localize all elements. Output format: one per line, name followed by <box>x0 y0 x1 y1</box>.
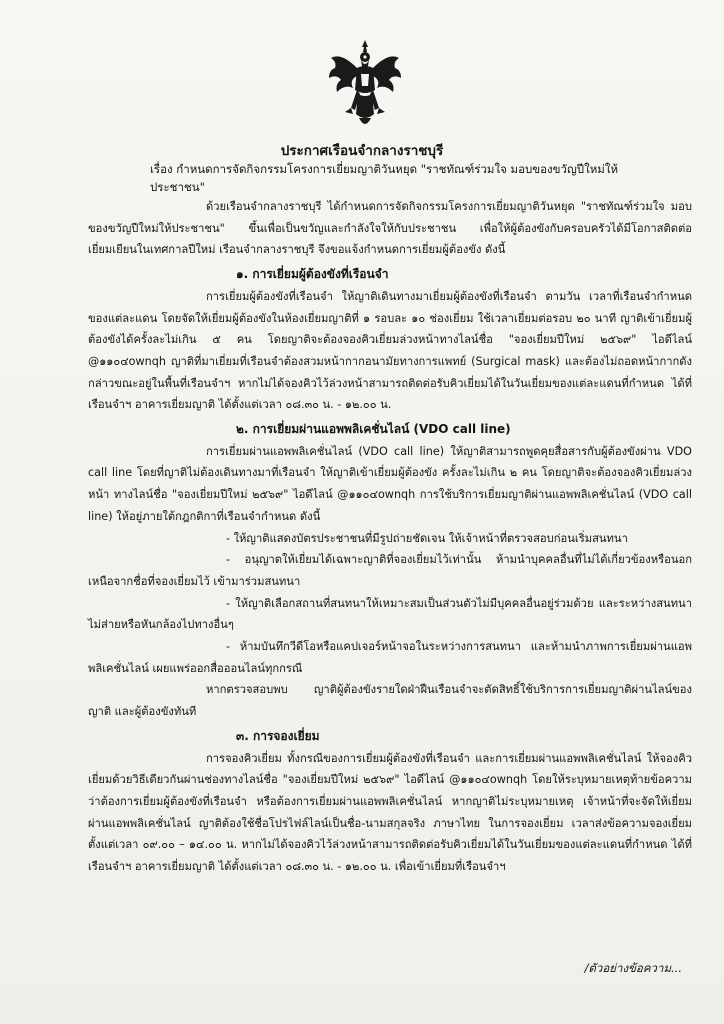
announcement-title: ประกาศเรือนจำกลางราชบุรี <box>280 143 444 159</box>
section-heading: ๑. การเยี่ยมผู้ต้องขังที่เรือนจำ <box>236 267 389 282</box>
rule-item: - ให้ญาติเลือกสถานที่สนทนาให้เหมาะสมเป็นส่วนตัวไม่มีบุคคลอื่นอยู่ร่วมด้วย และระหว่างสนทนาไม่ส่ายหรือหันกล้องไปทางอื่นๆ <box>88 596 692 632</box>
section-paragraph: การจองคิวเยี่ยม ทั้งกรณีของการเยี่ยมผู้ต้องขังที่เรือนจำ และการเยี่ยมผ่านแอพพลิเคชั่นไลน์ ให้จองคิวเยี่ยมด้วยวิธีเดียวกันผ่านช่องทางไลน์ชื่อ "จองเยี่ยมปีใหม่ ๒๕๖๙" ไอดีไลน์ @๑๑๐๔ownqh โดยให้ระบุหมายเหตุท้ายข้อความ ว่าต้องการเยี่ยมผู้ต้องขังที่เรือนจำ หรือต้องการเยี่ยมผ่านแอพพลิเคชั่นไลน์ หากญาติไม่ระบุหมายเหตุ เจ้าหน้าที่จะจัดให้เยี่ยมผ่านแอพพลิเคชั่นไลน์ ญาติต้องใช้ชื่อโปรไฟล์ไลน์เป็นชื่อ-นามสกุลจริง ภาษาไทย ในการจองเยี่ยม เวลาส่งข้อความจองเยี่ยมตั้งแต่เวลา ๐๙.๐๐ – ๑๔.๐๐ น. หากไม่ได้จองคิวไว้ล่วงหน้าสามารถติดต่อรับคิวเยี่ยมได้ในวันเยี่ยมของแต่ละแดนที่กำหนด ได้ที่เรือนจำฯ อาคารเยี่ยมญาติ ได้ตั้งแต่เวลา ๐๘.๓๐ น. - ๑๒.๐๐ น. เพื่อเข้าเยี่ยมที่เรือนจำฯ <box>88 751 692 874</box>
announcement-body <box>88 196 692 878</box>
section-heading: ๒. การเยี่ยมผ่านแอพพลิเคชั่นไลน์ (VDO call line) <box>236 422 511 437</box>
rule-item: - อนุญาตให้เยี่ยมได้เฉพาะญาติที่จองเยี่ยมไว้เท่านั้น ห้ามนำบุคคลอื่นที่ไม่ได้เกี่ยวข้องหรือนอกเหนือจากชื่อที่จองเยี่ยมไว้ เข้ามาร่วมสนทนา <box>88 553 692 588</box>
section-paragraph: การเยี่ยมผ่านแอพพลิเคชั่นไลน์ (VDO call line) ให้ญาติสามารถพูดคุยสื่อสารกับผู้ต้องขังผ่าน VDO call line โดยที่ญาติไม่ต้องเดินทางมาที่เรือนจำ ให้ญาติเข้าเยี่ยมผู้ต้องขัง ครั้งละไม่เกิน ๒ คน โดยญาติจะต้องจองคิวเยี่ยมล่วงหน้า ทางไลน์ชื่อ "จองเยี่ยมปีใหม่ ๒๕๖๙" ไอดีไลน์ @๑๑๐๔ownqh การใช้บริการเยี่ยมญาติผ่านแอพพลิเคชั่นไลน์ (VDO call line) ให้อยู่ภายใต้กฎกติกาที่เรือนจำกำหนด ดังนี้ <box>88 444 692 523</box>
rule-item: - ให้ญาติแสดงบัตรประชาชนที่มีรูปถ่ายชัดเจน ให้เจ้าหน้าที่ตรวจสอบก่อนเริ่มสนทนา <box>226 531 628 545</box>
rule-item: - ห้ามบันทึกวีดีโอหรือแคปเจอร์หน้าจอในระหว่างการสนทนา และห้ามนำภาพการเยี่ยมผ่านแอพพลิเคชั่นไลน์ เผยแพร่ออกสื่อออนไลน์ทุกกรณี <box>88 640 692 675</box>
section-heading: ๓. การจองเยี่ยม <box>236 728 320 743</box>
continuation-note: /ตัวอย่างข้อความ... <box>584 961 682 975</box>
garuda-emblem-icon <box>327 38 403 130</box>
section-paragraph: การเยี่ยมผู้ต้องขังที่เรือนจำ ให้ญาติเดินทางมาเยี่ยมผู้ต้องขังที่เรือนจำ ตามวัน เวลาที่เรือนจำกำหนด ของแต่ละแดน โดยจัดให้เยี่ยมผู้ต้องขังในห้องเยี่ยมญาติที่ ๑ รอบละ ๑๐ ช่องเยี่ยม ใช้เวลาเยี่ยมต่อรอบ ๒๐ นาที ญาติเข้าเยี่ยมผู้ต้องขังได้ครั้งละไม่เกิน ๕ คน โดยญาติจะต้องจองคิวเยี่ยมล่วงหน้าทางไลน์ชื่อ "จองเยี่ยมปีใหม่ ๒๕๖๙" ไอดีไลน์ @๑๑๐๔ownqh ญาติที่มาเยี่ยมที่เรือนจำต้องสวมหน้ากากอนามัยทางการแพทย์ (Surgical mask) และต้องไม่ถอดหน้ากากดังกล่าวขณะอยู่ในพื้นที่เรือนจำฯ หากไม่ได้จองคิวไว้ล่วงหน้าสามารถติดต่อรับคิวเยี่ยมได้ในวันเยี่ยมของแต่ละแดนที่กำหนด ได้ที่เรือนจำฯ อาคารเยี่ยมญาติ ได้ตั้งแต่เวลา ๐๘.๓๐ น. - ๑๒.๐๐ น. <box>88 289 692 412</box>
intro-paragraph: ด้วยเรือนจำกลางราชบุรี ได้กำหนดการจัดกิจกรรมโครงการเยี่ยมญาติวันหยุด "ราชทัณฑ์ร่วมใจ มอบของขวัญปีใหม่ให้ประชาชน" ขึ้นเพื่อเป็นขวัญและกำลังใจให้กับประชาชน เพื่อให้ผู้ต้องขังกับครอบครัวได้มีโอกาสติดต่อ เยี่ยมเยียนในเทศกาลปีใหม่ เรือนจำกลางราชบุรี จึงขอแจ้งกำหนดการเยี่ยมผู้ต้องขัง ดังนี้ <box>88 200 692 257</box>
rule-warning: หากตรวจสอบพบ ญาติผู้ต้องขังรายใดฝ่าฝืนเรือนจำจะตัดสิทธิ์ใช้บริการการเยี่ยมญาติผ่านไลน์ของญาติ และผู้ต้องขังทันที <box>88 683 692 719</box>
announcement-subject: เรื่อง กำหนดการจัดกิจกรรมโครงการเยี่ยมญาติวันหยุด "ราชทัณฑ์ร่วมใจ มอบของขวัญปีใหม่ให้ประชาชน" <box>150 162 619 194</box>
